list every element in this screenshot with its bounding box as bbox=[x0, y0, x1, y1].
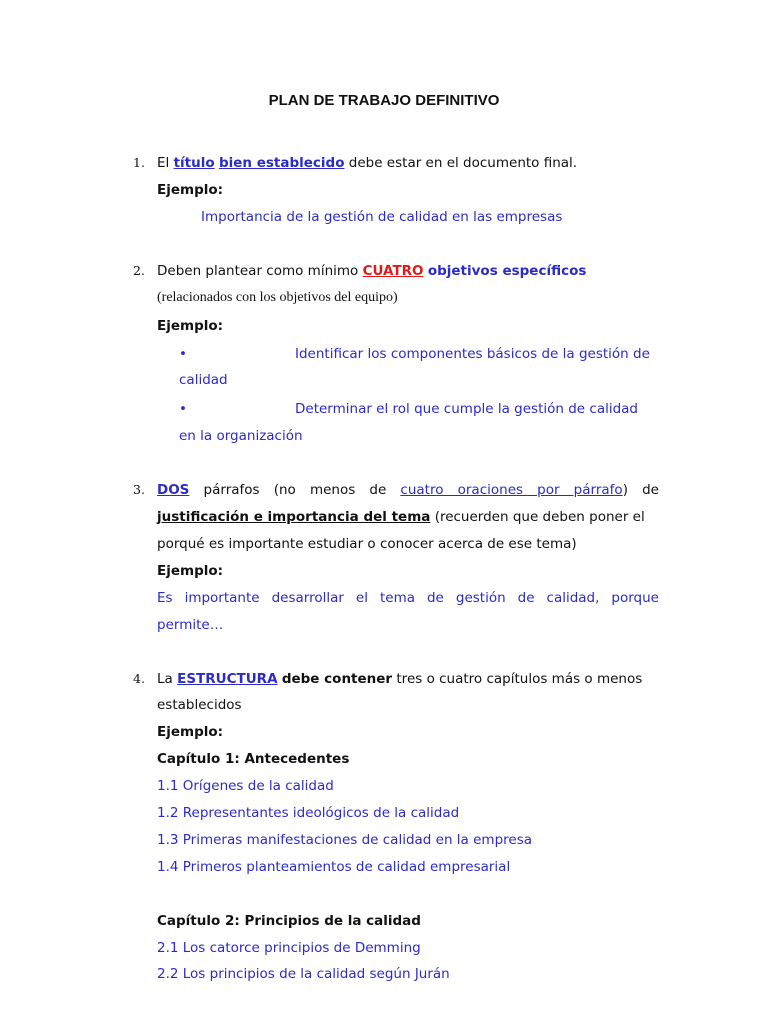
item1-line bbox=[157, 153, 577, 173]
objetivos-label: objetivos específicos bbox=[427, 263, 587, 279]
titulo-link: título bbox=[173, 155, 215, 171]
estructura-highlight: ESTRUCTURA bbox=[177, 671, 278, 687]
cuatro-oraciones-link: cuatro oraciones por párrafo bbox=[400, 482, 623, 498]
page-title: PLAN DE TRABAJO DEFINITIVO bbox=[268, 92, 500, 109]
chapter-2-heading: Capítulo 2: Principios de la calidad bbox=[157, 913, 421, 929]
word: de bbox=[642, 482, 659, 498]
word: ) bbox=[622, 482, 628, 498]
ejemplo-label: Ejemplo: bbox=[157, 318, 224, 334]
item3-example-line1: Es importante desarrollar el tema de gestión de calidad, porque bbox=[157, 590, 659, 606]
item-number: 2. bbox=[133, 263, 145, 278]
dos-highlight: DOS bbox=[157, 482, 190, 498]
word: menos bbox=[309, 482, 356, 498]
item3-rest1: (recuerden que deben poner el bbox=[434, 509, 645, 525]
cuatro-highlight: CUATRO bbox=[362, 263, 424, 279]
debe-contener: debe contener bbox=[281, 671, 393, 687]
bullet2-line1: Determinar el rol que cumple la gestión de calidad bbox=[295, 401, 639, 417]
bullet-icon: • bbox=[179, 401, 187, 417]
word: (no bbox=[273, 482, 296, 498]
ejemplo-label: Ejemplo: bbox=[157, 724, 224, 740]
item2-line bbox=[157, 261, 586, 281]
list-item: 2.1 Los catorce principios de Demming bbox=[157, 940, 421, 956]
word: de bbox=[369, 482, 387, 498]
chapter-1-heading: Capítulo 1: Antecedentes bbox=[157, 751, 350, 767]
list-item: 1.3 Primeras manifestaciones de calidad en la empresa bbox=[157, 832, 533, 848]
item4-la: La bbox=[157, 671, 173, 687]
item3-line2 bbox=[157, 507, 645, 527]
bullet1-line1: Identificar los componentes básicos de la gestión de bbox=[295, 346, 650, 362]
item3-line3: porqué es importante estudiar o conocer acerca de ese tema) bbox=[157, 536, 577, 552]
ejemplo-label: Ejemplo: bbox=[157, 563, 224, 579]
ejemplo-label: Ejemplo: bbox=[157, 182, 224, 198]
item-number: 1. bbox=[133, 155, 145, 170]
bullet-icon: • bbox=[179, 346, 187, 362]
item-number: 3. bbox=[133, 482, 145, 497]
list-item: 1.1 Orígenes de la calidad bbox=[157, 778, 334, 794]
item3-example-line2: permite… bbox=[157, 617, 224, 633]
list-item: 1.2 Representantes ideológicos de la calidad bbox=[157, 805, 460, 821]
list-item: 1.4 Primeros planteamientos de calidad empresarial bbox=[157, 859, 511, 875]
bien-establecido-link: bien establecido bbox=[218, 155, 345, 171]
bullet1-line2: calidad bbox=[179, 372, 228, 388]
item4-line1 bbox=[157, 669, 642, 689]
bullet2-line2: en la organización bbox=[179, 428, 303, 444]
justificacion-highlight: justificación e importancia del tema bbox=[157, 509, 431, 525]
item1-rest: debe estar en el documento final. bbox=[348, 155, 578, 171]
word: párrafos bbox=[203, 482, 260, 498]
list-item: 2.2 Los principios de la calidad según Jurán bbox=[157, 966, 450, 982]
example-title: Importancia de la gestión de calidad en las empresas bbox=[201, 209, 563, 225]
item2-note: (relacionados con los objetivos del equipo) bbox=[157, 290, 398, 305]
item-number: 4. bbox=[133, 671, 145, 686]
item4-rest1: tres o cuatro capítulos más o menos bbox=[396, 671, 643, 687]
item3-line1 bbox=[157, 480, 659, 500]
item2-pre: Deben plantear como mínimo bbox=[157, 263, 359, 279]
item4-line2: establecidos bbox=[157, 697, 242, 713]
item1-el: El bbox=[157, 155, 170, 171]
